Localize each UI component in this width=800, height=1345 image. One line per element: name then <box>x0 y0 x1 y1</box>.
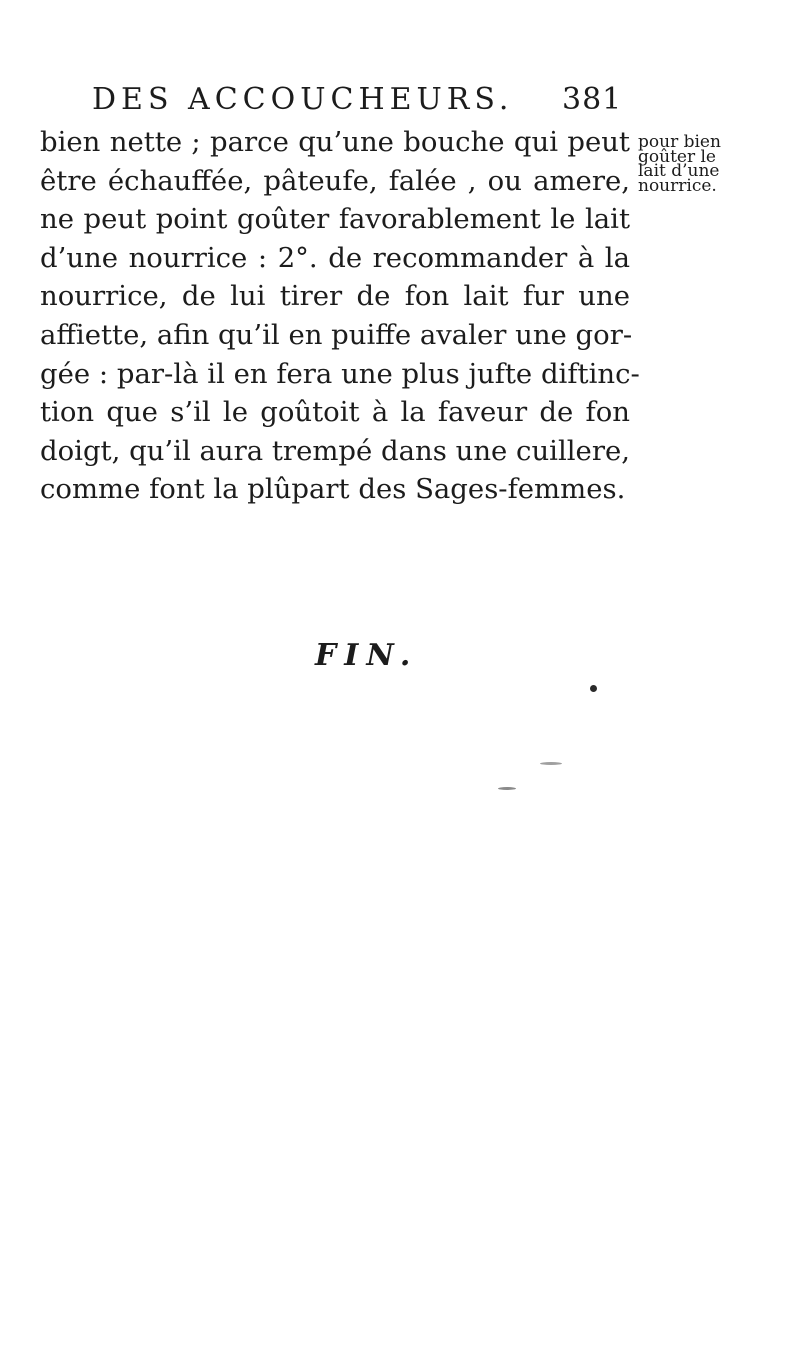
ink-speck <box>590 685 597 692</box>
text-line: affiette, afin qu’il en puiffe avaler une gor- <box>40 318 633 351</box>
ink-speck <box>540 762 562 765</box>
text-line: tion que s’il le goûtoit à la faveur de fon <box>40 396 630 429</box>
body-paragraph <box>40 123 640 509</box>
text-line: être échauffée, pâteufe, falée , ou amere, <box>40 164 630 197</box>
text-line: ne peut point goûter favorablement le lait <box>40 203 630 236</box>
page-number: 381 <box>562 82 623 117</box>
running-head <box>92 82 652 117</box>
marginal-note-line: pour bien <box>638 132 721 152</box>
text-line: d’une nourrice : 2°. de recommander à la <box>40 241 630 274</box>
text-line: comme font la plûpart des Sages-femmes. <box>40 473 626 506</box>
text-line: nourrice, de lui tirer de fon lait fur une <box>40 280 630 313</box>
marginal-note-line: goûter le <box>638 146 716 167</box>
text-line: gée : par-là il en fera une plus jufte diftinc- <box>40 357 640 390</box>
fin-label: FIN. <box>315 638 419 673</box>
marginal-note-line: nourrice. <box>638 175 717 196</box>
text-line: doigt, qu’il aura trempé dans une cuillere, <box>40 434 630 467</box>
marginal-note-line: lait d’une <box>638 161 720 181</box>
marginal-note <box>638 132 798 196</box>
text-line: bien nette ; parce qu’une bouche qui peut <box>40 126 630 158</box>
running-head-title: DES ACCOUCHEURS. <box>92 82 514 117</box>
ink-speck <box>498 787 516 790</box>
